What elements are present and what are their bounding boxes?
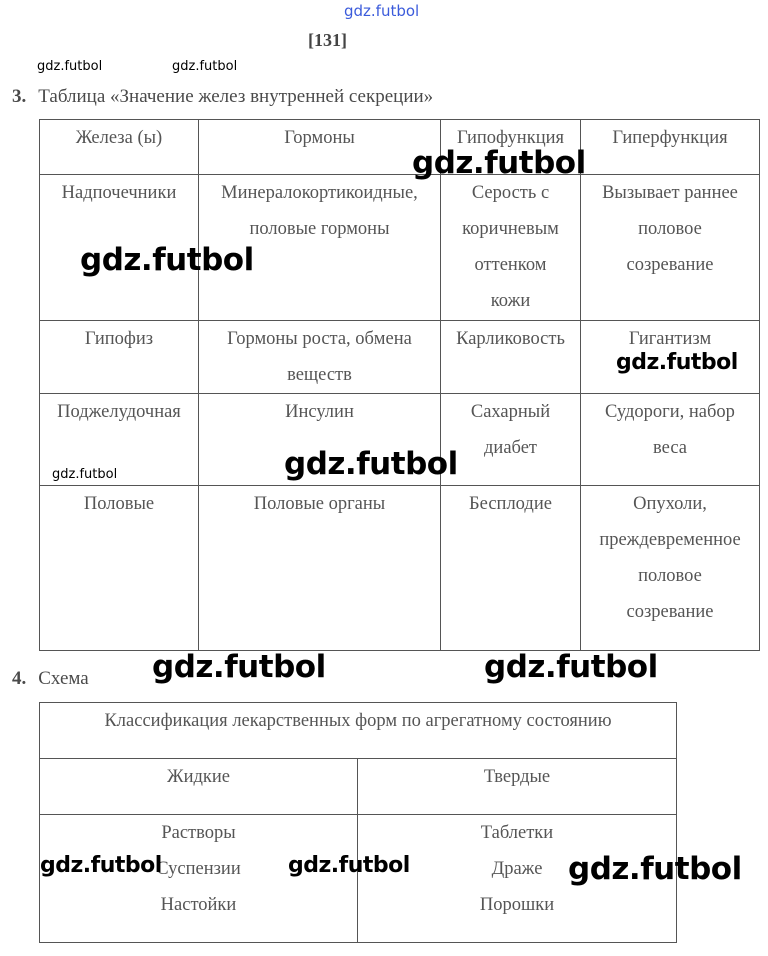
list-item: Таблетки xyxy=(480,823,554,843)
table-cell: Карликовость xyxy=(441,321,581,394)
watermark: gdz.futbol xyxy=(484,649,658,685)
table-cell: Серость с коричневым оттенком кожи xyxy=(441,175,581,321)
table-cell: Гипофиз xyxy=(40,321,199,394)
table-cell: Инсулин xyxy=(199,394,441,486)
table-header-cell: Железа (ы) xyxy=(40,120,199,175)
scheme-column-header: Твердые xyxy=(358,759,677,815)
list-item: Драже xyxy=(491,859,543,879)
list-item: Растворы xyxy=(161,823,236,843)
table-cell: Половые xyxy=(40,486,199,651)
table-header-cell: Гиперфункция xyxy=(581,120,760,175)
watermark: gdz.futbol xyxy=(40,853,162,878)
table-cell: Гигантизм xyxy=(581,321,760,394)
table-cell: Поджелудочная xyxy=(40,394,199,486)
section-4-title: Схема xyxy=(38,668,89,689)
watermark: gdz.futbol xyxy=(172,59,238,74)
table-cell: Сахарный диабет xyxy=(441,394,581,486)
table-row xyxy=(40,486,760,651)
list-item: Порошки xyxy=(479,895,555,915)
table-header-cell: Гормоны xyxy=(199,120,441,175)
watermark: gdz.futbol xyxy=(616,350,738,375)
scheme-table xyxy=(39,702,677,943)
table-cell: Судороги, набор веса xyxy=(581,394,760,486)
watermark: gdz.futbol xyxy=(152,649,326,685)
watermark: gdz.futbol xyxy=(37,59,103,74)
table-cell: Вызывает раннее половое созревание xyxy=(581,175,760,321)
watermark-top: gdz.futbol xyxy=(344,2,420,20)
scheme-list-liquid xyxy=(40,815,358,943)
scheme-title: Классификация лекарственных форм по агрегатному состоянию xyxy=(40,703,677,759)
list-item: Суспензии xyxy=(156,859,241,879)
page-number: [131] xyxy=(308,30,347,50)
table-header-row xyxy=(40,120,760,175)
table-cell: Опухоли, преждевременное половое созревание xyxy=(581,486,760,651)
table-cell: Половые органы xyxy=(199,486,441,651)
table-cell: Надпочечники xyxy=(40,175,199,321)
scheme-column-header: Жидкие xyxy=(40,759,358,815)
section-4-number: 4. xyxy=(12,668,27,689)
table-header-cell: Гипофункция xyxy=(441,120,581,175)
list-item: Настойки xyxy=(160,895,237,915)
section-4-heading xyxy=(12,668,89,690)
table-cell: Бесплодие xyxy=(441,486,581,651)
watermark: gdz.futbol xyxy=(52,467,118,482)
watermark: gdz.futbol xyxy=(568,851,742,887)
watermark: gdz.futbol xyxy=(288,853,410,878)
section-3-number: 3. xyxy=(12,86,27,107)
watermark: gdz.futbol xyxy=(80,242,254,278)
table-cell: Гормоны роста, обмена веществ xyxy=(199,321,441,394)
glands-table xyxy=(39,119,760,651)
table-cell: Минералокортикоидные, половые гормоны xyxy=(199,175,441,321)
section-3-heading xyxy=(12,86,433,108)
section-3-title: Таблица «Значение желез внутренней секреции» xyxy=(38,86,434,107)
watermark: gdz.futbol xyxy=(412,145,586,181)
watermark: gdz.futbol xyxy=(284,446,458,482)
